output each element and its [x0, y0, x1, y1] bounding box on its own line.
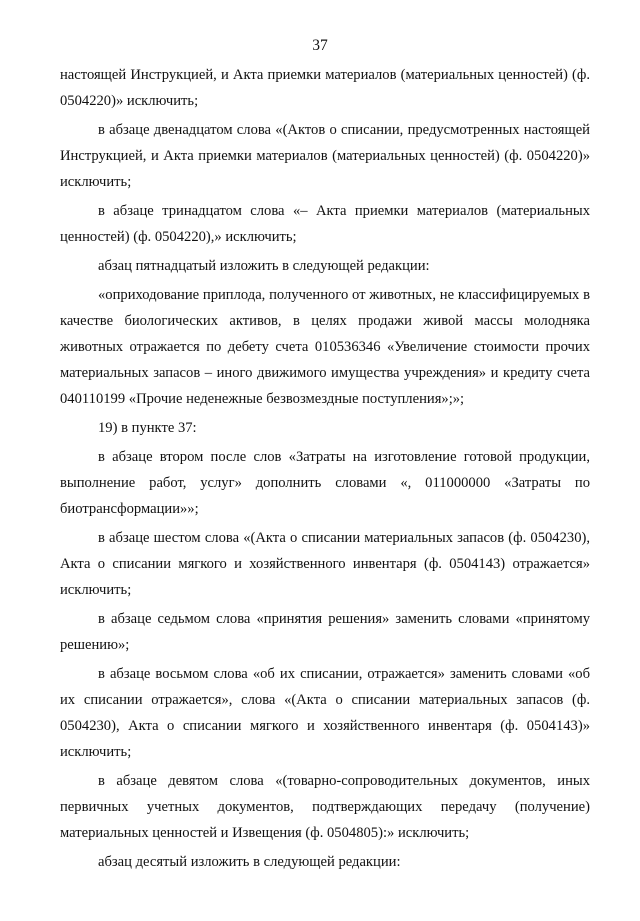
paragraph-item: в абзаце девятом слова «(товарно-сопроводительных документов, иных первичных учетных документов, подтверждающих передачу (получение) материальных ценностей и Извещения (ф. 0504805):» исключить;: [60, 773, 590, 841]
document-body: [60, 62, 590, 878]
paragraph-continuation: настоящей Инструкцией, и Акта приемки материалов (материальных ценностей) (ф. 0504220)» исключить;: [60, 67, 590, 109]
paragraph-item: абзац пятнадцатый изложить в следующей редакции:: [98, 258, 430, 274]
paragraph-item: в абзаце восьмом слова «об их списании, отражается» заменить словами «об их списании отражается», слова «(Акта о списании материальных запасов (ф. 0504230), Акта о списании мягкого и хозяйственного инвентаря (ф. 0504143)» исключить;: [60, 666, 590, 760]
paragraph-item: в абзаце втором после слов «Затраты на изготовление готовой продукции, выполнение работ, услуг» дополнить словами «, 011000000 «Затраты по биотрансформации»»;: [60, 449, 590, 517]
paragraph-item: «оприходование приплода, полученного от животных, не классифицируемых в качестве биологических активов, в целях продажи живой массы молодняка животных отражается по дебету счета 010536346 «Увеличение стоимости прочих материальных запасов – иного движимого имущества учреждения» и кредиту счета 040110199 «Прочие неденежные безвозмездные поступления»;»;: [60, 287, 590, 407]
paragraph-item: в абзаце седьмом слова «принятия решения» заменить словами «принятому решению»;: [60, 611, 590, 653]
paragraph-item: в абзаце двенадцатом слова «(Актов о списании, предусмотренных настоящей Инструкцией, и Акта приемки материалов (материальных ценностей) (ф. 0504220)» исключить;: [60, 122, 590, 190]
paragraph-item: в абзаце шестом слова «(Акта о списании материальных запасов (ф. 0504230), Акта о списании мягкого и хозяйственного инвентаря (ф. 0504143) отражается» исключить;: [60, 530, 590, 598]
page-number: 37: [312, 37, 328, 54]
paragraph-item: в абзаце тринадцатом слова «– Акта приемки материалов (материальных ценностей) (ф. 0504220),» исключить;: [60, 203, 590, 245]
paragraph-item: абзац десятый изложить в следующей редакции:: [98, 854, 401, 870]
paragraph-item: 19) в пункте 37:: [98, 420, 197, 436]
